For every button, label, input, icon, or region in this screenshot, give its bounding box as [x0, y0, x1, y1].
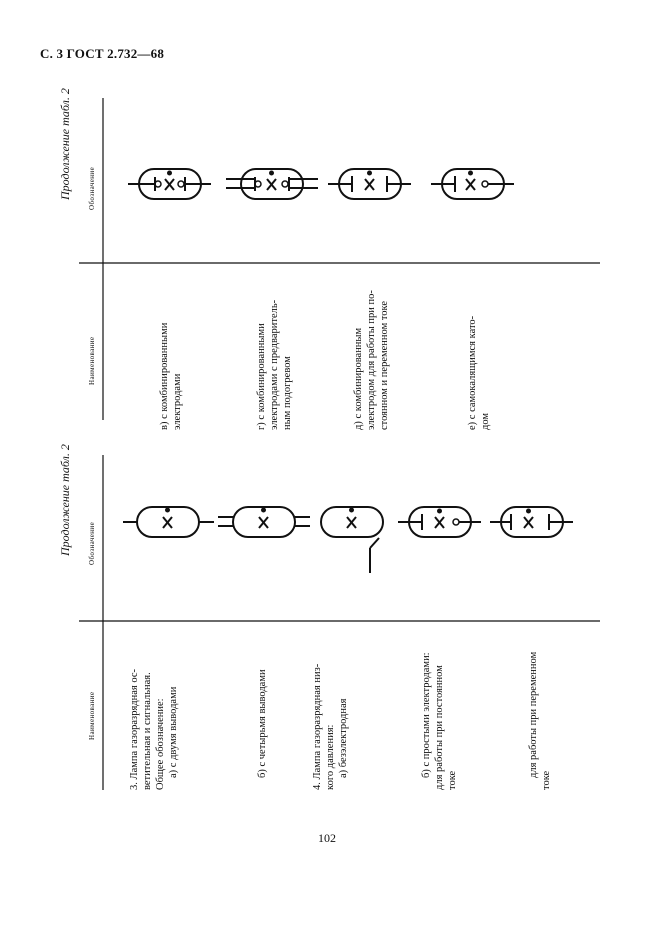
- lower-row-5-line-2: токе: [541, 770, 552, 790]
- lamp-electrodeless-icon: [312, 496, 392, 578]
- lamp-simple-ac-icon: [487, 496, 577, 546]
- page-number: 102: [318, 831, 336, 845]
- upper-row-1-line-2: электродами: [172, 373, 183, 430]
- lower-row-3-line-1: 4. Лампа газоразрядная низ-: [312, 663, 323, 790]
- lower-row-2-text: [256, 625, 269, 790]
- lower-row-4-line-2: для работы при постоянном: [434, 665, 445, 790]
- upper-row-3-line-1: д) с комбинированным: [353, 327, 364, 430]
- lower-row-5-line-1: для работы при переменном: [528, 651, 539, 778]
- lamp-two-leads-icon: [118, 496, 218, 546]
- lower-row-5-text: [527, 625, 553, 790]
- upper-col-symbol-header: Обозначение: [88, 166, 96, 210]
- lower-row-1-line-3: Общее обозначение:: [155, 698, 166, 790]
- lower-row-2-line-1: б) с четырьмя выводами: [257, 669, 268, 778]
- page-header: С. 3 ГОСТ 2.732—68: [40, 46, 165, 61]
- lower-row-3-text: [311, 625, 350, 790]
- upper-continuation-label: Продолжение табл. 2: [58, 88, 72, 200]
- upper-col-name-header: Наименование: [88, 336, 96, 385]
- lower-row-4-line-3: токе: [447, 770, 458, 790]
- lower-row-1-line-2: ветительная и сигнальная.: [142, 672, 153, 790]
- lower-row-1-text: [128, 625, 180, 790]
- upper-row-2-line-2: электродами с предваритель-: [269, 299, 280, 430]
- lower-row-4-line-1: б) с простыми электродами:: [421, 652, 432, 778]
- lower-row-1-line-1: 3. Лампа газоразрядная ос-: [129, 668, 140, 790]
- lower-continuation-label: Продолжение табл. 2: [58, 444, 72, 556]
- upper-row-2-line-3: ным подогревом: [282, 356, 293, 430]
- upper-row-2-line-1: г) с комбинированными: [256, 323, 267, 430]
- upper-row-4-line-2: дом: [480, 412, 491, 430]
- lower-col-symbol-header: Обозначение: [88, 521, 96, 565]
- lamp-four-leads-icon: [214, 496, 314, 546]
- lower-row-3-line-2: кого давления:: [325, 724, 336, 790]
- lower-row-4-text: [420, 625, 459, 790]
- lower-row-3-line-3: а) безэлектродная: [338, 698, 349, 778]
- upper-row-1-line-1: в) с комбинированными: [159, 322, 170, 430]
- upper-row-3-line-2: электродом для работы при по-: [366, 290, 377, 430]
- lower-col-name-header: Наименование: [88, 691, 96, 740]
- upper-row-4-line-1: е) с самокалящимся като-: [467, 315, 478, 430]
- lamp-simple-dc-icon: [395, 496, 485, 546]
- upper-row-3-line-3: стоянном и переменном токе: [379, 300, 390, 430]
- lower-row-1-line-4: а) с двумя выводами: [168, 686, 179, 778]
